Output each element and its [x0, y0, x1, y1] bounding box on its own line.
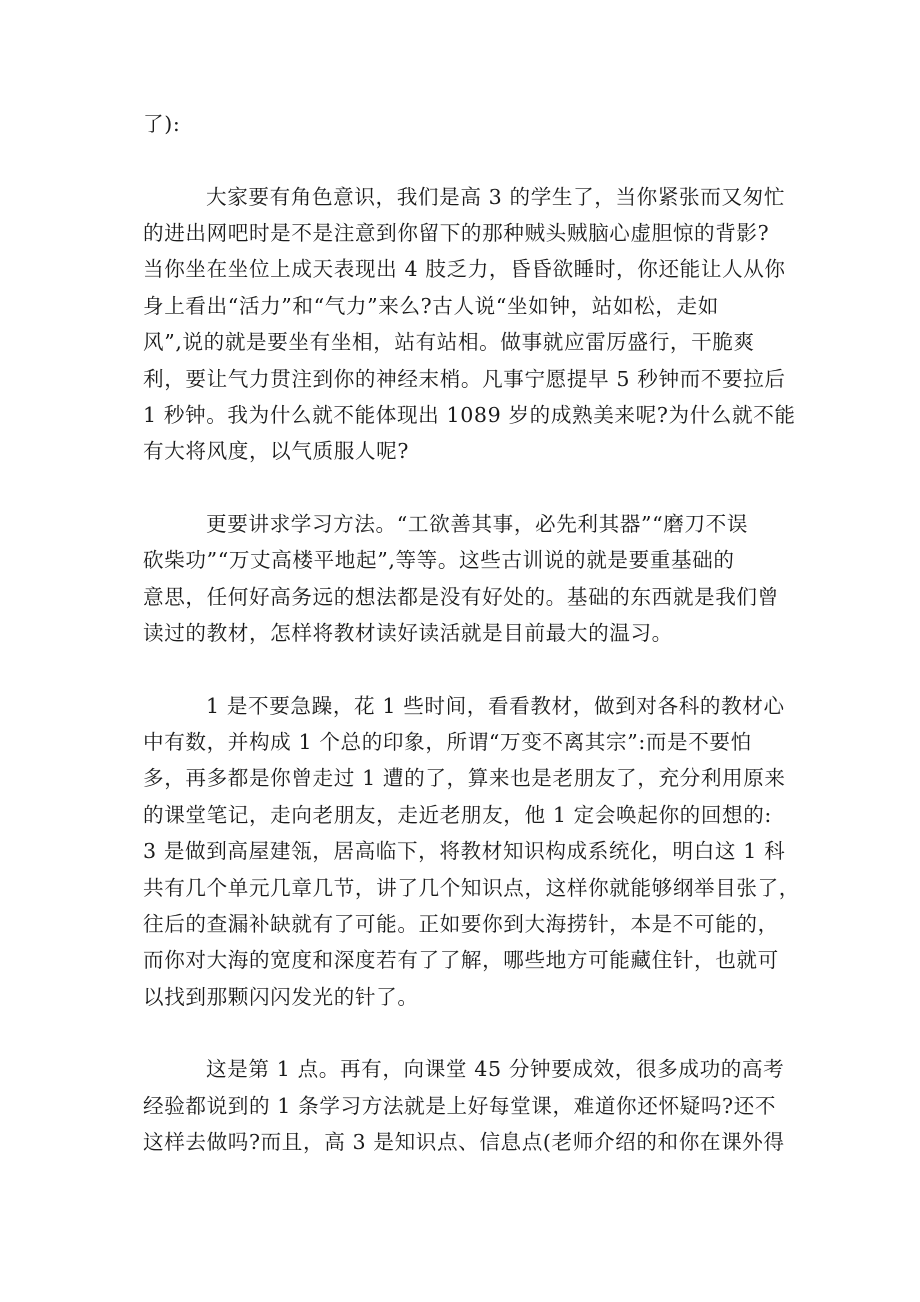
paragraph	[143, 506, 783, 652]
document-body	[143, 106, 801, 1161]
text-line: 的课堂笔记，走向老朋友，走近老朋友，他 1 定会唤起你的回想的:	[143, 802, 772, 827]
text-line: 以找到那颗闪闪发光的针了。	[143, 984, 419, 1009]
paragraph-gap	[143, 470, 783, 506]
paragraph-gap	[143, 1015, 783, 1051]
text-line: 风”,说的就是要坐有坐相，站有站相。做事就应雷厉盛行，干脆爽	[143, 330, 755, 355]
paragraph	[143, 106, 783, 142]
text-line: 这是第 1 点。再有，向课堂 45 分钟要成效，很多成功的高考	[206, 1057, 785, 1082]
text-line: 砍柴功”“万丈高楼平地起”,等等。这些古训说的就是要重基础的	[143, 548, 735, 573]
paragraph	[143, 179, 796, 470]
text-line: 往后的查漏补缺就有了可能。正如要你到大海捞针，本是不可能的，	[143, 911, 779, 936]
text-line: 意思，任何好高务远的想法都是没有好处的。基础的东西就是我们曾	[143, 584, 779, 609]
text-line: 中有数，并构成 1 个总的印象，所谓“万变不离其宗”:而是不要怕	[143, 730, 752, 755]
text-line: 读过的教材，怎样将教材读好读活就是目前最大的温习。	[143, 621, 673, 646]
text-line: 而你对大海的宽度和深度若有了了解，哪些地方可能藏住针，也就可	[143, 948, 779, 973]
text-line: 1 是不要急躁，花 1 些时间，看看教材，做到对各科的教材心	[206, 693, 785, 718]
text-line: 共有几个单元几章几节，讲了几个知识点，这样你就能够纲举目张了，	[143, 875, 801, 900]
text-line: 的进出网吧时是不是注意到你留下的那种贼头贼脑心虚胆惊的背影?	[143, 220, 770, 245]
text-line: 大家要有角色意识，我们是高 3 的学生了，当你紧张而又匆忙	[206, 184, 786, 209]
text-line: 更要讲求学习方法。“工欲善其事，必先利其器”“磨刀不误	[206, 511, 749, 536]
text-line: 3 是做到高屋建瓴，居高临下，将教材知识构成系统化，明白这 1 科	[143, 839, 786, 864]
text-line: 有大将风度，以气质服人呢?	[143, 439, 409, 464]
text-line: 1 秒钟。我为什么就不能体现出 1089 岁的成熟美来呢?为什么就不能	[143, 402, 796, 427]
text-line: 这样去做吗?而且，高 3 是知识点、信息点(老师介绍的和你在课外得	[143, 1130, 785, 1155]
paragraph	[143, 1051, 783, 1160]
text-line: 多，再多都是你曾走过 1 遭的了，算来也是老朋友了，充分利用原来	[143, 766, 786, 791]
text-line: 当你坐在坐位上成天表现出 4 肢乏力，昏昏欲睡时，你还能让人从你	[143, 257, 786, 282]
text-line: 经验都说到的 1 条学习方法就是上好每堂课，难道你还怀疑吗?还不	[143, 1093, 777, 1118]
text-line: 利，要让气力贯注到你的神经末梢。凡事宁愿提早 5 秒钟而不要拉后	[143, 366, 786, 391]
text-line: 身上看出“活力”和“气力”来么?古人说“坐如钟，站如松，走如	[143, 293, 719, 318]
paragraph-gap	[143, 142, 783, 178]
text-line: 了):	[143, 112, 181, 136]
paragraph-gap	[143, 651, 783, 687]
paragraph	[143, 688, 801, 1016]
